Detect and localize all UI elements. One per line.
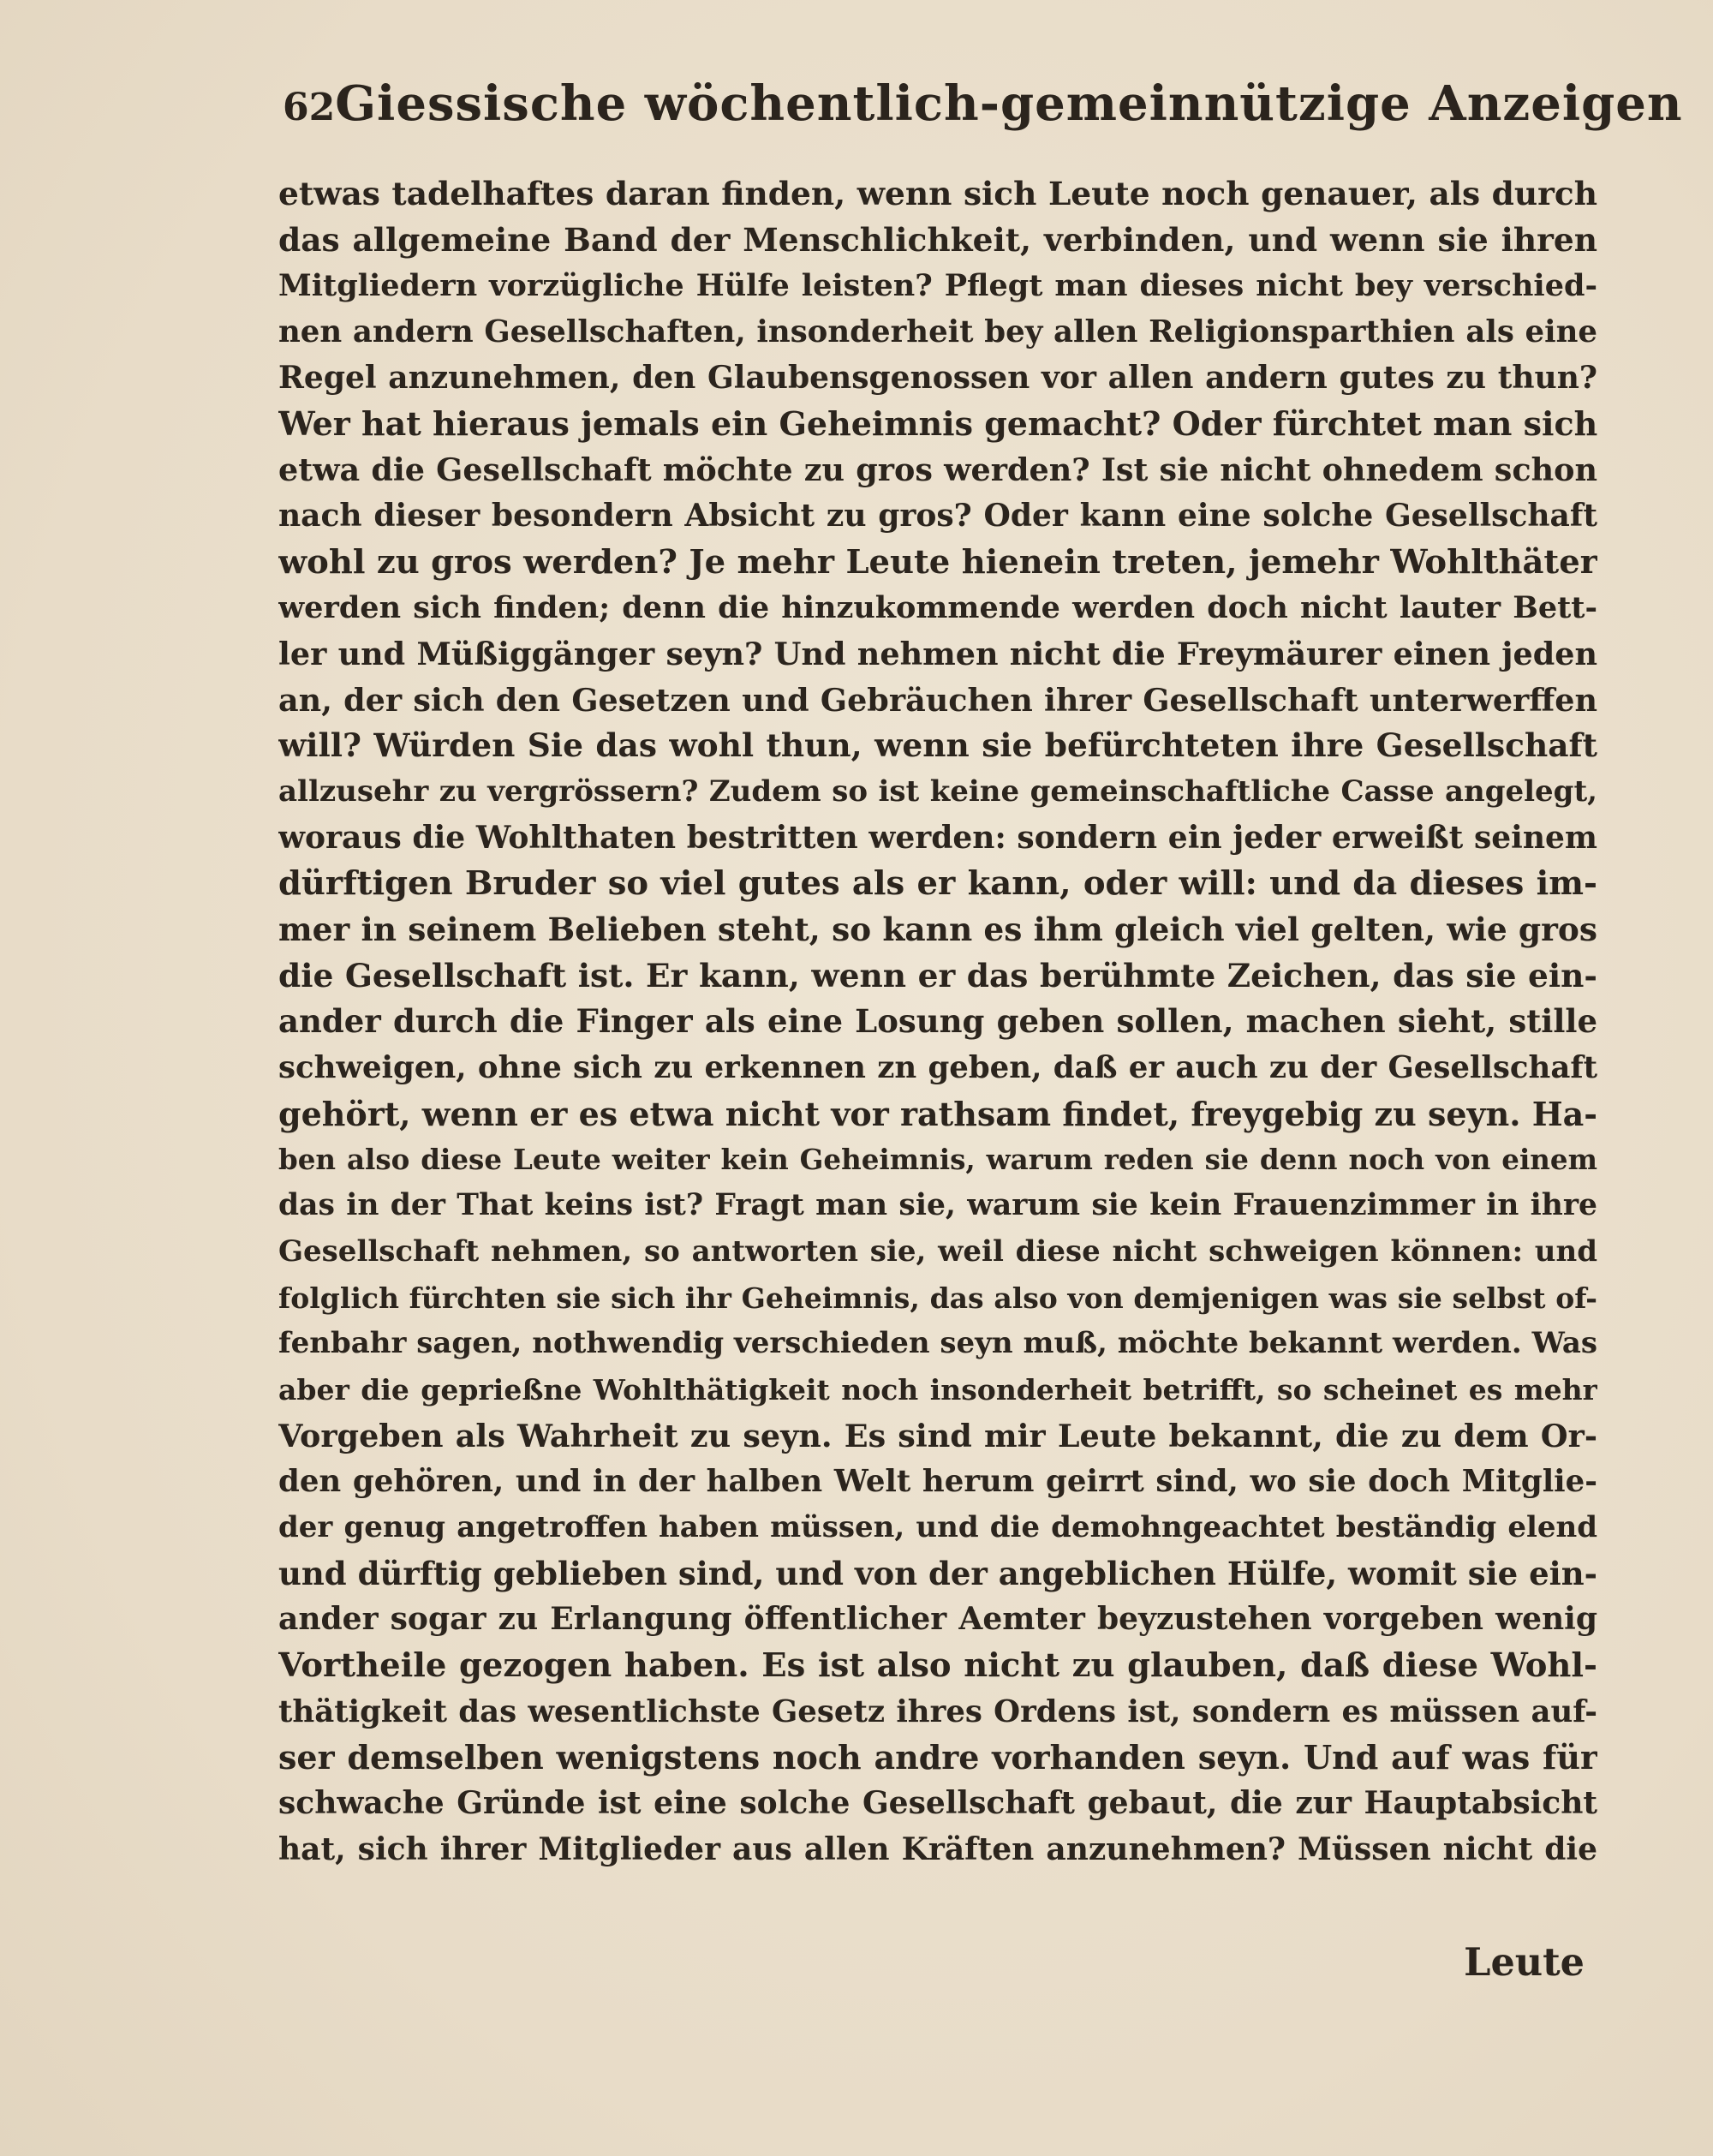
text-line: der genug angetroffen haben müssen, und die demohngeachtet beständig elend — [278, 1509, 1597, 1544]
running-title: Giessische wöchentlich-gemeinnützige Anzeigen — [335, 75, 1683, 132]
text-line: Mitgliedern vorzügliche Hülfe leisten? Pflegt man dieses nicht bey verschied- — [278, 268, 1597, 304]
text-line: woraus die Wohlthaten bestritten werden: sondern ein jeder erweißt seinem — [278, 819, 1597, 856]
text-line: dürftigen Bruder so viel gutes als er kann, oder will: und da dieses im- — [278, 864, 1597, 904]
text-line: nen andern Gesellschaften, insonderheit bey allen Religionsparthien als eine — [278, 314, 1597, 350]
text-line: schwache Gründe ist eine solche Gesellschaft gebaut, die zur Hauptabsicht — [278, 1785, 1597, 1822]
text-line: wohl zu gros werden? Je mehr Leute hienein treten, jemehr Wohlthäter — [278, 542, 1597, 582]
text-line: etwas tadelhaftes daran finden, wenn sich Leute noch genauer, als durch — [278, 175, 1597, 212]
text-line: allzusehr zu vergrössern? Zudem so ist keine gemeinschaftliche Casse angelegt, — [278, 773, 1597, 809]
page-number: 62 — [283, 86, 336, 129]
text-line: hat, sich ihrer Mitglieder aus allen Kräften anzunehmen? Müssen nicht die — [278, 1831, 1597, 1867]
text-line: den gehören, und in der halben Welt herum geirrt sind, wo sie doch Mitglie- — [278, 1464, 1597, 1500]
text-line: folglich fürchten sie sich ihr Geheimnis, das also von demjenigen was sie selbst of- — [278, 1281, 1597, 1315]
text-line: an, der sich den Gesetzen und Gebräuchen ihrer Gesellschaft unterwerffen — [278, 681, 1597, 719]
text-line: ben also diese Leute weiter kein Geheimnis, warum reden sie denn noch von einem — [278, 1143, 1597, 1177]
text-line: Vortheile gezogen haben. Es ist also nicht zu glauben, daß diese Wohl- — [278, 1646, 1597, 1685]
text-line: fenbahr sagen, nothwendig verschieden seyn muß, möchte bekannt werden. Was — [278, 1326, 1597, 1361]
text-line: Vorgeben als Wahrheit zu seyn. Es sind mir Leute bekannt, die zu dem Or- — [278, 1417, 1597, 1454]
text-line: das allgemeine Band der Menschlichkeit, verbinden, und wenn sie ihren — [278, 220, 1597, 259]
text-line: die Gesellschaft ist. Er kann, wenn er das berühmte Zeichen, das sie ein- — [278, 956, 1597, 994]
text-line: Wer hat hieraus jemals ein Geheimnis gemacht? Oder fürchtet man sich — [278, 404, 1597, 444]
text-line: schweigen, ohne sich zu erkennen zn geben, daß er auch zu der Gesellschaft — [278, 1050, 1597, 1086]
text-line: und dürftig geblieben sind, und von der angeblichen Hülfe, womit sie ein- — [278, 1554, 1597, 1592]
text-line: thätigkeit das wesentlichste Gesetz ihres Ordens ist, sondern es müssen auf- — [278, 1693, 1597, 1729]
text-line: ler und Müßiggänger seyn? Und nehmen nicht die Freymäurer einen jeden — [278, 635, 1597, 672]
text-line: mer in seinem Belieben steht, so kann es ihm gleich viel gelten, wie gros — [278, 911, 1597, 948]
text-line: Regel anzunehmen, den Glaubensgenossen vor allen andern gutes zu thun? — [278, 359, 1597, 396]
text-line: werden sich finden; denn die hinzukommende werden doch nicht lauter Bett- — [278, 590, 1597, 626]
text-line: gehört, wenn er es etwa nicht vor rathsam findet, freygebig zu seyn. Ha- — [278, 1094, 1597, 1133]
text-line: nach dieser besondern Absicht zu gros? Oder kann eine solche Gesellschaft — [278, 497, 1597, 534]
catchword: Leute — [1464, 1940, 1585, 1985]
text-line: das in der That keins ist? Fragt man sie, warum sie kein Frauenzimmer in ihre — [278, 1188, 1597, 1223]
text-line: ander durch die Finger als eine Losung geben sollen, machen sieht, stille — [278, 1002, 1597, 1041]
text-line: aber die geprießne Wohlthätigkeit noch insonderheit betrifft, so scheinet es mehr — [278, 1372, 1597, 1406]
text-line: will? Würden Sie das wohl thun, wenn sie befürchteten ihre Gesellschaft — [278, 726, 1597, 765]
page-header — [283, 75, 1683, 144]
text-line: etwa die Gesellschaft möchte zu gros werden? Ist sie nicht ohnedem schon — [278, 451, 1597, 489]
text-line: ser demselben wenigstens noch andre vorhanden seyn. Und auf was für — [278, 1738, 1597, 1777]
text-line: Gesellschaft nehmen, so antworten sie, weil diese nicht schweigen können: und — [278, 1233, 1597, 1269]
text-line: ander sogar zu Erlangung öffentlicher Aemter beyzustehen vorgeben wenig — [278, 1601, 1597, 1638]
body-text — [278, 171, 1597, 1872]
